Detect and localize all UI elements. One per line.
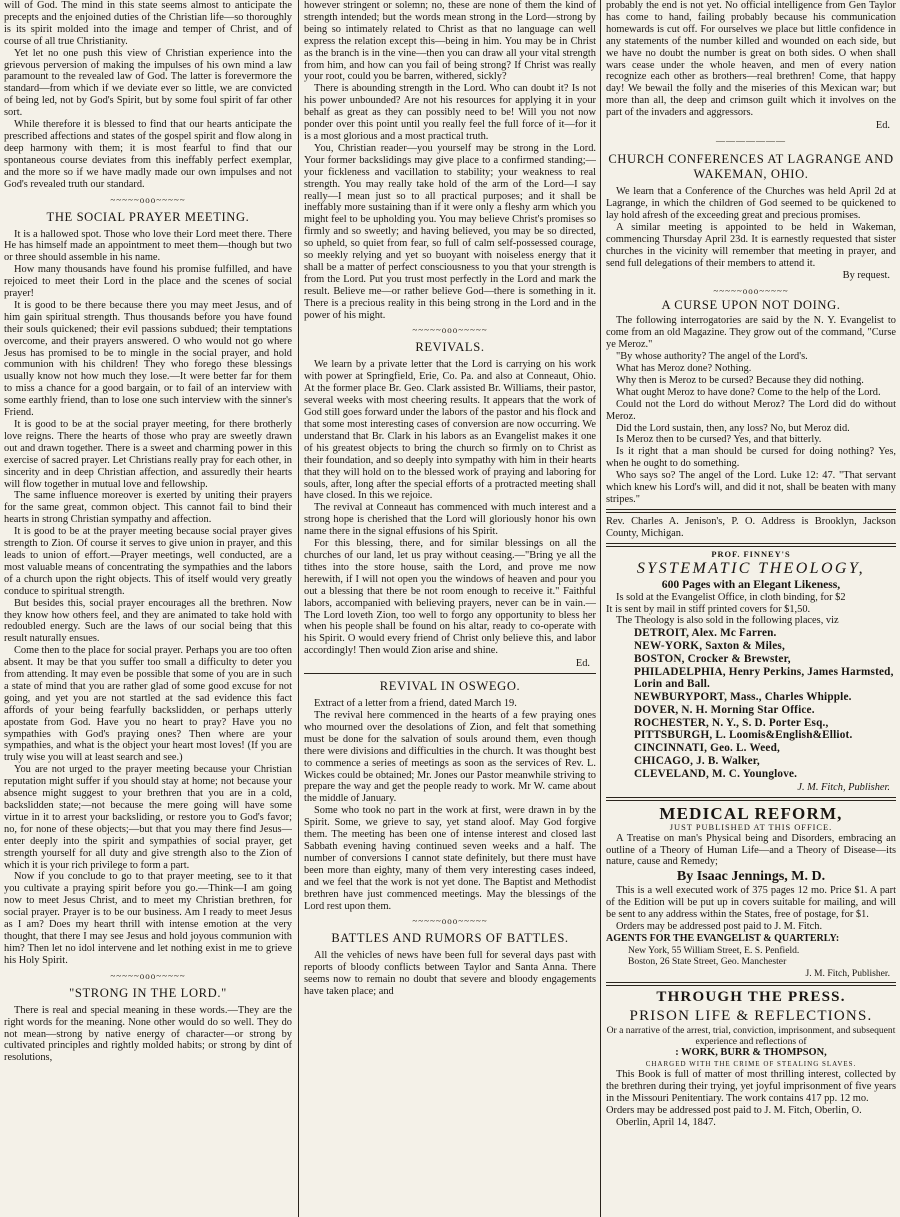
ad-text: Orders may be addressed post paid to J. M. Fitch, Oberlin, O. (606, 1105, 862, 1117)
ad-place: ROCHESTER, N. Y., S. D. Porter Esq., (634, 716, 829, 729)
paragraph: All the vehicles of news have been full for several days past with reports of bloody conflicts between Taylor and Santa Anna. There seems now to remain no doubt that severe and bloody engagements have taken place; and (304, 950, 596, 998)
byline: By request. (842, 270, 890, 282)
paragraph: It is good to be at the prayer meeting because social prayer gives strength to Zion. Of course it serves to give union in prayer, and this leads to union of effort.—Prayer meetings, well conducted, are a most valuable means of concentrating the sympathies and the labors of a church upon the right objects. This of itself would very greatly conduce to spiritual strength. (4, 526, 292, 597)
paragraph: We learn that a Conference of the Churches was held April 2d at Lagrange, in which the children of God seemed to be quickened to lay hold afresh of the exceeding great and precious promises. (606, 186, 896, 221)
paragraph: The revival at Conneaut has commenced with much interest and a strong hope is cherished that the Lord will gloriously honor his own name there in the signal effusions of his Spirit. (304, 502, 596, 538)
paragraph: Come then to the place for social prayer. Perhaps you are too often absent. It may be that you suffer too small a difficulty to deter you from attending. It may even be possible that some of you are in such a state of mind that you are rather glad of some good excuse for not going, and yet you are not startled at the sad evidence this fact affords of your being fearfully backslidden, or perhaps utterly apostate from God. Have you no heart to pray? Have you no sympathies with God's praying ones? Then where are your sympathies, and what is the object your heart most loves! (If you are truly wise you will at least search and see.) (4, 645, 292, 764)
ad-place: DETROIT, Alex. Mc Farren. (634, 627, 777, 640)
ad-text: Is sold at the Evangelist Office, in cloth binding, for $2 (616, 591, 846, 603)
paragraph: A similar meeting is appointed to be held in Wakeman, commencing Thursday April 23d. It is earnestly requested that sister churches in the vicinity will remember that meeting in prayer, and send full delegations of their members to attend it. (606, 221, 896, 269)
section-divider: ~~~~~ooo~~~~~ (110, 194, 186, 205)
article-title-oswego: REVIVAL IN OSWEGO. (379, 679, 521, 694)
ad-title: SYSTEMATIC THEOLOGY, (636, 559, 866, 577)
ad-place: NEW-YORK, Saxton & Miles, (634, 639, 785, 652)
paragraph: What has Meroz done? Nothing. (616, 363, 752, 375)
ad-heading: JUST PUBLISHED AT THIS OFFICE. (669, 822, 833, 832)
paragraph: You are not urged to the prayer meeting because your Christian reputation might suffer if you should stay at home; not because your absence might suggest to your brethren that you are in a cold, backslidden state;—not because the mere going will have some virtue in it to arrest your backsliding, or restore you to God's favor; no, for none of these objects;—but that you may there find Jesus—enter deeply into the spirit and sympathies of social prayer, get strength yourself for all duty and give strength also to the Zion of which it is your rich privilege to form a part. (4, 764, 292, 871)
notice-jenison: Rev. Charles A. Jenison's, P. O. Address is Brooklyn, Jackson County, Michigan. (606, 515, 896, 539)
ad-place: CINCINNATI, Geo. L. Weed, (634, 742, 780, 755)
column-1 (4, 0, 292, 1217)
section-divider: ~~~~~ooo~~~~~ (110, 970, 186, 981)
rule (606, 797, 896, 801)
paragraph: however stringent or solemn; no, these are none of them the kind of strength intended; but the words mean strong in the Lord—strong by being so intimately related to Christ as that no language can well express the relation except this—being in him. You may be in Christ as the branch is in the vine—then you can draw all your vital strength from him, and how can you fail of being strong? If Christ was really your root, could you be barren, withered, sickly? (304, 0, 596, 83)
ad-medical-reform (606, 804, 896, 980)
ad-names: : WORK, BURR & THOMPSON, (675, 1047, 827, 1059)
ad-title: THROUGH THE PRESS. (656, 989, 846, 1006)
ad-text: This Book is full of matter of most thrilling interest, collected by the brethren during their trying, yet joyful imprisonment of five years in the Missouri Penitentiary. The work contains 417 pp. 12 mo. (606, 1069, 896, 1105)
ad-title: PRISON LIFE & REFLECTIONS. (629, 1008, 873, 1025)
paragraph: The same influence moreover is exerted by uniting their prayers for the same great, common object. This cannot fail to bind their hearts in strong Christian sympathy and affection. (4, 490, 292, 526)
article-title-strong-in-the-lord: "STRONG IN THE LORD." (69, 985, 227, 1000)
ad-prison-life (606, 989, 896, 1129)
paragraph: Extract of a letter from a friend, dated March 19. (314, 698, 517, 710)
article-title-curse: A CURSE UPON NOT DOING. (661, 298, 841, 313)
paragraph: For this blessing, there, and for similar blessings on all the churches of our land, let us pray without ceasing.—"Bring ye all the tithes into the store house, saith the Lord, and prove me now herewith, if I will not open you the windows of heaven and pour you out a blessing that there be not room enough to receive it." Faithful labors, accompanied with believing prayers, never can be in vain.—The Lord loveth Zion, too well to forgo any opportunity to bless her when his people shall be found on his altar, ready to co-operate with his Spirit. O would every friend of Christ only believe this, and labor accordingly! Then would Zion arise and shine. (304, 538, 596, 657)
ad-heading: CHARGED WITH THE CRIME OF STEALING SLAVES. (645, 1060, 857, 1069)
rule (606, 982, 896, 986)
paragraph: There is real and special meaning in these words.—They are the right words for the meaning. None other would do so well. They do not mean—strong by native energy of character—or strong by cultivated principles and rightly molded habits; or strong by dint of resolutions, (4, 1004, 292, 1064)
ad-agent: New York, 55 William Street, E. S. Penfield. (628, 944, 800, 956)
paragraph: Could not the Lord do without Meroz? The Lord did do without Meroz. (606, 398, 896, 422)
ad-publisher: J. M. Fitch, Publisher. (797, 781, 890, 793)
column-rule (298, 0, 299, 1217)
paragraph: Who says so? The angel of the Lord. Luke 12: 47. "That servant which knew his Lord's will, and did it not, shall be beaten with many stripes." (606, 470, 896, 505)
ad-text: Orders may be addressed post paid to J. M. Fitch. (616, 921, 823, 933)
ad-heading: AGENTS FOR THE EVANGELIST & QUARTERLY: (606, 933, 840, 945)
ad-heading: PROF. FINNEY'S (711, 549, 791, 559)
column-2 (304, 0, 596, 1217)
paragraph: But besides this, social prayer encourages all the brethren. Now they know how others feel, and they are animated to take hold with redoubled energy. Such are the laws of our social being that this result naturally ensues. (4, 597, 292, 645)
paragraph: The revival here commenced in the hearts of a few praying ones who mourned over the desolations of Zion, and felt that something must be done for the salvation of souls around them, even though there were divisions and difficulties in the church. It was thought best to commence a series of meetings as soon as the services of Rev. L. Wickes could be obtained; Mr. Jones our Pastor meanwhile striving to prepare the way and get the people ready to work. Mr W. came about the middle of January. (304, 710, 596, 805)
ad-place: PHILADELPHIA, Henry Perkins, James Harmsted, Lorin and Ball. (634, 665, 894, 691)
ad-date: Oberlin, April 14, 1847. (616, 1116, 716, 1128)
paragraph: probably the end is not yet. No official intelligence from Gen Taylor has come to hand, failing probably because his communication homewards is cut off. For ourselves we place but little confidence in any statements of the number killed and wounded on each side, but we have no doubt the number is great on both sides. O when shall wars cease under the whole heaven, and men of every nation recognize each other as brothers—real brethren! Come, that happy day! We bewail the folly and the miseries of this Mexican war; but more than all, the deep and crimson guilt which it involves on the part of the invaders and aggressors. (606, 0, 896, 119)
paragraph: It is good to be there because there you may meet Jesus, and of him gain spiritual strength. Thus thousands before you have found their souls quickened; their evil passions subdued; their temptations overcome, and their prayers answered. O who would not go where Jesus has promised to be to mingle in the social prayer, and hold communion with his children! They who forego these blessings usually know not how much they lose.—It were better far for them to miss a chance for a good bargain, or to fail of an interview with some earthly friend, than to lose one such interview with the sinner's Friend. (4, 299, 292, 419)
article-title-social-prayer: THE SOCIAL PRAYER MEETING. (46, 209, 250, 224)
paragraph: "By whose authority? The angel of the Lord's. (616, 351, 808, 363)
ad-place: CHICAGO, J. B. Walker, (634, 755, 760, 768)
section-divider: ~~~~~ooo~~~~~ (412, 325, 488, 336)
paragraph: It is good to be at the social prayer meeting, for there brotherly love reigns. There the hearts of those who pray are sweetly drawn out and drawn together. There is a sweet and charming power in this exercise of sacred prayer. Let Christians really pray for each other, in sincerity and in deep Christian affection, and assuredly their hearts will flow together in mutual love and fellowship. (4, 419, 292, 490)
ad-agent: Boston, 26 State Street, Geo. Manchester (628, 956, 787, 968)
rule (606, 509, 896, 513)
paragraph: Is Meroz then to be cursed? Yes, and that bitterly. (616, 434, 822, 446)
paragraph: Now if you conclude to go to that prayer meeting, see to it that you cultivate a praying spirit before you go.—Think—I am going now to meet Jesus Christ, and to meet my Christian brethren, for social prayer. Prayer is to be our business. Am I ready to meet Jesus as I am? Does my heart thrill with intense emotion at the very thought, that there I may see Jesus and hold joyous communion with him? Then let no idol intervene and let nothing exist in me to grieve his Holy Spirit. (4, 871, 292, 966)
column-rule (600, 0, 601, 1217)
paragraph: Some who took no part in the work at first, were drawn in by the Spirit. Some, we grieve to say, yet stand aloof. May God forgive them. The meeting has been one of intense interest and closed last Sabbath evening having continued seven weeks and a half. The number of conversions I cannot state definitely, but there must have been more than eighty, many of them very interesting cases indeed, and we feel that the work is not yet done. The Baptist and Methodist brethren have just commenced meetings. May the blessings of the Lord rest upon them. (304, 805, 596, 912)
paragraph: There is abounding strength in the Lord. Who can doubt it? Is not his power unbounded? Are not his resources for applying it in your behalf as great as they can possibly need to be! Will you not now ponder over this point until you really feel the full force of it—for it is a most glorious and a most practical truth. (304, 83, 596, 142)
paragraph: will of God. The mind in this state seems almost to anticipate the precepts and the enjoined duties of the Christian life—so thoroughly is its spirit molded into the image and temper of Christ, and of course of all true Christianity. (4, 0, 292, 47)
paragraph: Why then is Meroz to be cursed? Because they did nothing. (616, 374, 864, 386)
ad-place: NEWBURYPORT, Mass., Charles Whipple. (634, 691, 852, 704)
paragraph: We learn by a private letter that the Lord is carrying on his work with power at Springfield, Erie, Co. Pa. and also at Conneaut, Ohio. At the former place Br. Geo. Clark assisted Br. Williams, their pastor, several weeks with most cheering results. It appears that the work of God still goes forward under the labors of the pastor and his flock and that some most interesting cases of conversion are now occurring. We understand that Br. Clark in his labors as an Evangelist makes it one of his greatest objects to bring the church so firmly on to Christ as their foundation, and so deeply into sympathy with him in their hearts that they will hold on to the blessed work of praying and laboring for souls, after, long after the special efforts of a protracted meeting shall have closed. In this we rejoice. (304, 359, 596, 502)
editor-signature: Ed. (575, 658, 590, 670)
section-divider: ~~~~~ooo~~~~~ (713, 286, 789, 297)
ad-text: The Theology is also sold in the following places, viz (616, 615, 839, 627)
paragraph: While therefore it is blessed to find that our hearts anticipate the prescribed affections and states of the gospel spirit and flow along in deep harmony with them; it is most fearful to find that our spontaneous course deviates from this ineffably perfect exemplar, and the more so if we have madly made our own impulses and not God's revealed truth our standard. (4, 119, 292, 190)
column-3 (606, 0, 896, 1217)
ad-publisher: J. M. Fitch, Publisher. (805, 968, 890, 980)
paragraph: The following interrogatories are said by the N. Y. Evangelist to come from an old Magazine. They grow out of the command, "Curse ye Meroz." (606, 315, 896, 351)
ad-text: This is a well executed work of 375 pages 12 mo. Price $1. A part of the Edition will be put up in covers suitable for mailing, and will be sent to any address within the States, free of postage, for $1. (606, 885, 896, 921)
ad-place: CLEVELAND, M. C. Younglove. (634, 767, 798, 780)
ad-author: By Isaac Jennings, M. D. (676, 869, 826, 885)
article-title-church-conferences: CHURCH CONFERENCES AT LAGRANGE AND WAKEMAN, OHIO. (608, 152, 894, 182)
ad-finney-theology (606, 550, 896, 794)
paragraph: What ought Meroz to have done? Come to the help of the Lord. (616, 386, 881, 398)
paragraph: How many thousands have found his promise fulfilled, and have rejoiced to meet their Lord in the place and the scenes of social prayer! (4, 264, 292, 300)
ad-place: PITTSBURGH, L. Loomis&English&Elliot. (634, 729, 853, 742)
ad-text: A Treatise on man's Physical being and Disorders, embracing an outline of a Theory of Human Life—and a Theory of Disease—its nature, cause and Remedy; (606, 832, 896, 868)
paragraph: Yet let no one push this view of Christian experience into the grievous perversion of making the impulses of his own mind a law paramount to the revealed law of God. The latter is forevermore the standard—from which if we deviate ever so little, we are convicted of being led, not by God's Spirit, but by some foul spirit of far other sort. (4, 47, 292, 119)
ad-subtitle: 600 Pages with an Elegant Likeness, (661, 577, 841, 591)
ad-place: DOVER, N. H. Morning Star Office. (634, 703, 815, 716)
paragraph: Is it right that a man should be cursed for doing nothing? Yes, when he ought to do something. (606, 446, 896, 470)
ad-title: MEDICAL REFORM, (659, 803, 843, 823)
section-divider: ~~~~~ooo~~~~~ (412, 916, 488, 927)
paragraph: It is a hallowed spot. Those who love their Lord meet there. There He has himself made an appointment to meet them—though but two or three should assemble in his name. (4, 228, 292, 264)
ad-place: BOSTON, Crocker & Brewster, (634, 652, 791, 665)
section-divider: ——————— (716, 136, 786, 147)
ad-text: It is sent by mail in stiff printed covers for $1,50. (606, 603, 811, 615)
article-title-battles: BATTLES AND RUMORS OF BATTLES. (331, 931, 569, 946)
article-title-revivals: REVIVALS. (415, 340, 485, 355)
editor-signature: Ed. (875, 120, 890, 132)
rule (304, 673, 596, 674)
ad-text: Or a narrative of the arrest, trial, conviction, imprisonment, and subsequent experience and reflections of (606, 1025, 896, 1048)
paragraph: You, Christian reader—you yourself may be strong in the Lord. Your former backslidings may give place to a confirmed standing;—your fickleness and vacillation to stability; your weakness to real strength. You may really take hold of the arm of the Lord—I say really—I mean just so to all practical purposes; and it shall be ineffably more sustaining than if it were only a fleshy arm which you might feel to be upholding you. You may believe Christ's promises so firmly and so sweetly; and having believed, you may be so directed, so upheld, so quiet from fear, so full of calm self-possessed courage, so meekly relying and yet so buoyant with noiseless energy that it shall be a matter of perfect consciousness to you that your strength is from the Lord. Put you trust most perfectly in the Lord and mark the result. Believe me—or rather believe God—there is something in it. There is a precious reality in this being strong in the Lord and in the power of his might. (304, 142, 596, 321)
paragraph: Did the Lord sustain, then, any loss? No, but Meroz did. (616, 422, 850, 434)
rule (606, 543, 896, 547)
